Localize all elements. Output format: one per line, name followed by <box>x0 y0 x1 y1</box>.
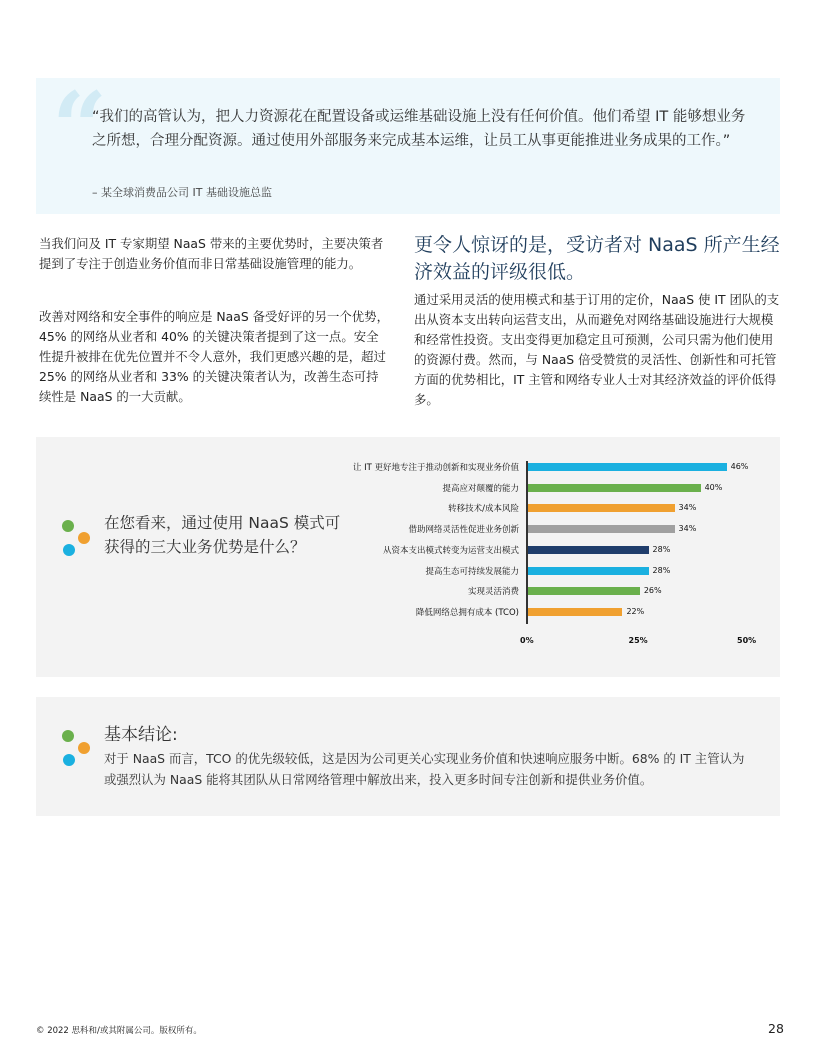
bar-label: 让 IT 更好地专注于推动创新和实现业务价值 <box>352 463 519 473</box>
bar <box>527 463 727 471</box>
bar <box>527 587 640 595</box>
bar-value-label: 22% <box>626 606 645 616</box>
right-heading: 更令人惊讶的是，受访者对 NaaS 所产生经济效益的评级很低。 <box>414 234 780 283</box>
x-tick-label: 0% <box>520 636 534 645</box>
left-paragraph-1: 当我们问及 IT 专家期望 NaaS 带来的主要优势时，主要决策者提到了专注于创造业务价值而非日常基础设施管理的能力。 <box>39 236 384 271</box>
bar-label: 转移技术/成本风险 <box>448 504 519 515</box>
takeaway-dots-icon <box>62 730 92 766</box>
right-paragraph: 通过采用灵活的使用模式和基于订用的定价，NaaS 使 IT 团队的支出从资本支出转向运营支出，从而避免对网络基础设施进行大规模和经常性投资。支出变得更加稳定且可预测，公司只需为他们使用的资源付费。然而，与 NaaS 倍受赞赏的灵活性、创新性和可托管方面的优势相比，IT 主管和网络专业人士对其经济效益的评价低得多。 <box>414 292 780 407</box>
orange-dot-icon <box>78 742 90 754</box>
bar-label: 借助网络灵活性促进业务创新 <box>408 525 519 536</box>
x-tick-label: 25% <box>628 636 648 645</box>
green-dot-icon <box>62 520 74 532</box>
quote-attribution: – 某全球消费品公司 IT 基础设施总监 <box>92 186 272 199</box>
takeaway-text: 对于 NaaS 而言，TCO 的优先级较低，这是因为公司更关心实现业务价值和快速响应服务中断。68% 的 IT 主管认为或强烈认为 NaaS 能将其团队从日常网络管理中解放出来，投入更多时间专注创新和提供业务价值。 <box>104 751 745 787</box>
bar <box>527 525 675 533</box>
x-tick-label: 50% <box>737 636 757 645</box>
quote-text: “我们的高管认为，把人力资源花在配置设备或运维基础设施上没有任何价值。他们希望 IT 能够想业务之所想，合理分配资源。通过使用外部服务来完成基本运维，让员工从事更能推进业务成果的工作。” <box>92 109 746 149</box>
bar-label: 降低网络总拥有成本 (TCO) <box>415 607 519 618</box>
takeaway-title: 基本结论: <box>104 725 178 745</box>
green-dot-icon <box>62 730 74 742</box>
bar-label: 从资本支出模式转变为运营支出模式 <box>382 545 519 556</box>
page-number: 28 <box>768 1021 784 1036</box>
bar-value-label: 46% <box>730 462 749 471</box>
blue-dot-icon <box>63 544 75 556</box>
bar-value-label: 28% <box>652 565 671 575</box>
dots-icon <box>62 520 92 556</box>
bar <box>527 608 622 616</box>
orange-dot-icon <box>78 532 90 544</box>
bar-value-label: 34% <box>678 524 697 534</box>
bar <box>527 504 675 512</box>
bar-value-label: 34% <box>678 503 697 513</box>
chart-question: 在您看来，通过使用 NaaS 模式可获得的三大业务优势是什么？ <box>104 514 341 556</box>
left-paragraph-2: 改善对网络和安全事件的响应是 NaaS 备受好评的另一个优势，45% 的网络从业者和 40% 的关键决策者提到了这一点。安全性提升被排在优先位置并不令人意外，我们更感兴趣的是，超过 25% 的网络从业者和 33% 的关键决策者认为，改善生态可持续性是 NaaS 的一大贡献。 <box>39 309 389 404</box>
bar-value-label: 40% <box>704 482 723 492</box>
bar-label: 提高生态可持续发展能力 <box>425 566 519 577</box>
bar <box>527 484 701 492</box>
bar-value-label: 28% <box>652 544 671 554</box>
bar-label: 实现灵活消费 <box>467 587 519 598</box>
bar <box>527 546 649 554</box>
bar <box>527 567 649 575</box>
bar-value-label: 26% <box>643 586 662 596</box>
blue-dot-icon <box>63 754 75 766</box>
quote-mark-icon: “ <box>52 71 108 184</box>
chart-axis-line <box>526 461 528 624</box>
bar-label: 提高应对颠覆的能力 <box>442 483 519 494</box>
footer-copyright: © 2022 思科和/或其附属公司。版权所有。 <box>36 1026 202 1036</box>
